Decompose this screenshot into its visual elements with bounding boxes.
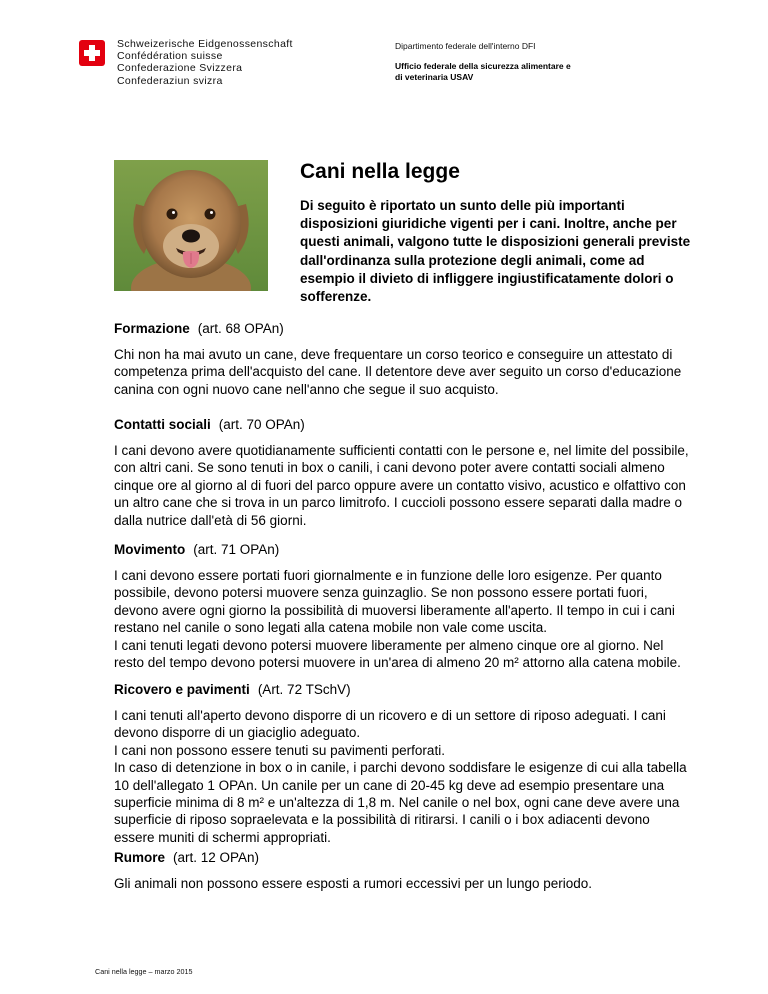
section-article-ref: (Art. 72 TSchV) [257,682,351,697]
flag-cross-vertical [89,45,95,61]
section-paragraph: Chi non ha mai avuto un cane, deve frequentare un corso teorico e conseguire un attestato di competenza prima dell'acquisto del cane. Il detentore deve aver seguito un corso d'educazione canina con ogni nuovo cane nell'anno che segue il suo acquisto. [114,347,682,397]
confederation-names [117,38,293,87]
section-paragraph: I cani tenuti all'aperto devono disporre di un ricovero e di un settore di riposo adeguati. I cani devono disporre di un giaciglio adeguato. I cani non possono essere tenuti su pavimenti perforati. In caso di detenzione in box o in canile, i parchi devono soddisfare le esigenze di cui alla tabella 10 dell'allegato 1 OPAn. Un canile per un cane di 20-45 kg deve ad esempio presentare una superficie minima di 8 m² e un'altezza di 1,8 m. Nel canile o nel box, ogni cane deve avere una superficie di riposo sopraelevata e la possibilità di ritirarsi. I canili o i box adiacenti devono essere muniti di schermi appropriati. [114,708,687,845]
section-heading [114,681,694,699]
section-movimento [114,541,694,671]
page-footer: Cani nella legge – marzo 2015 [95,967,193,976]
section-title: Contatti sociali [114,417,211,432]
office-line-1: Ufficio federale della sicurezza alimentare e [395,61,571,71]
section-heading [114,320,694,338]
confederation-line-fr: Confédération suisse [117,50,223,63]
swiss-flag-icon [79,40,105,66]
confederation-line-rm: Confederaziun svizra [117,74,223,87]
confederation-line-de: Schweizerische Eidgenossenschaft [117,38,293,50]
section-title: Movimento [114,542,186,557]
office-name [395,61,635,83]
department-name: Dipartimento federale dell'interno DFI [395,41,536,51]
section-heading [114,416,694,434]
section-rumore [114,849,694,892]
section-article-ref: (art. 68 OPAn) [197,321,284,336]
confederation-line-it: Confederazione Svizzera [117,62,243,75]
section-paragraph: I cani devono avere quotidianamente sufficienti contatti con le persone e, nel limite del possibile, con altri cani. Se sono tenuti in box o canili, i cani devono poter avere contatti sociali almeno cinque ore al giorno al di fuori del parco oppure avere un contatto visivo, acustico e olfattivo con un altro cane che si trova in un parco limitrofo. I cuccioli possono essere separati dalla madre o dalla nutrice dall'età di 56 giorni. [114,443,689,528]
section-paragraph: I cani devono essere portati fuori giornalmente e in funzione delle loro esigenze. Per quanto possibile, devono potersi muovere senza guinzaglio. Se non possono essere portati fuori, devono avere ogni giorno la possibilità di muoversi liberamente all'aperto. Il tempo in cui i cani restano nel canile o sono legati alla catena mobile non vale come uscita. I cani tenuti legati devono potersi muovere liberamente per almeno cinque ore al giorno. Nel resto del tempo devono potersi muovere in un'area di almeno 20 m² attorno alla catena mobile. [114,568,681,671]
section-title: Formazione [114,321,190,336]
section-article-ref: (art. 70 OPAn) [218,417,305,432]
dog-photo [114,160,268,291]
section-article-ref: (art. 71 OPAn) [193,542,280,557]
section-paragraph: Gli animali non possono essere esposti a rumori eccessivi per un lungo periodo. [114,876,593,891]
intro-text: Di seguito è riportato un sunto delle più importanti disposizioni giuridiche vigenti per i cani. Inoltre, anche per questi animali, valgono tutte le disposizioni generali previste dall'ordinanza sulla protezione degli animali, come ad esempio il divieto di infliggere ingiustificatamente dolori o sofferenze. [300,198,691,305]
section-heading [114,849,694,867]
page-title: Cani nella legge [300,160,460,183]
office-line-2: di veterinaria USAV [395,72,474,82]
section-formazione [114,320,694,398]
section-contatti-sociali [114,416,694,529]
section-title: Rumore [114,850,166,865]
section-title: Ricovero e pavimenti [114,682,250,697]
section-heading [114,541,694,559]
section-article-ref: (art. 12 OPAn) [173,850,260,865]
section-ricovero-pavimenti [114,681,694,846]
